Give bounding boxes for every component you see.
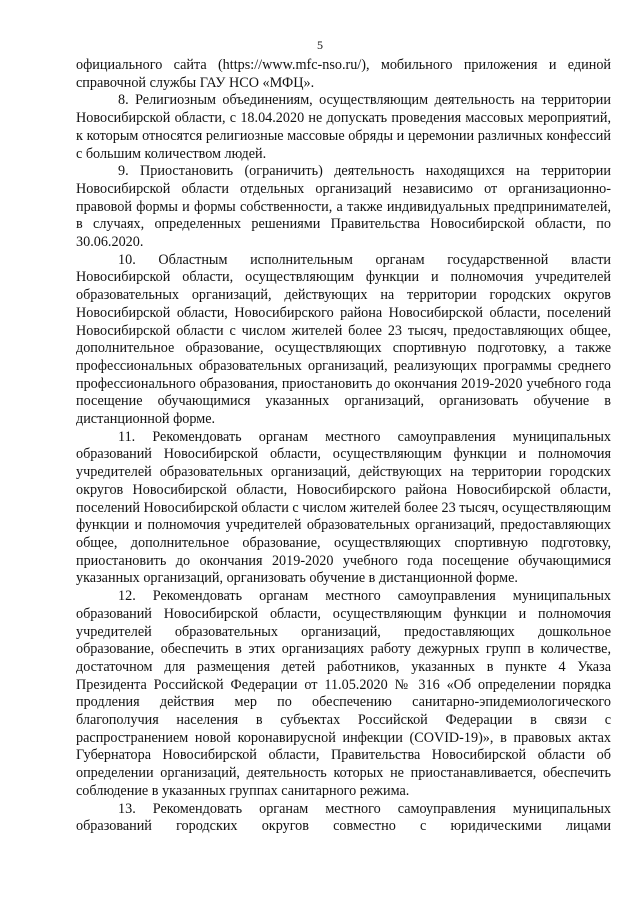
paragraph-11: 11. Рекомендовать органам местного самоуправления муниципальных образований Новосибирской области, осуществляющим функции и полномочия учредителей образовательных организаций, действующих на территории городских округов Новосибирской области, Новосибирского района Новосибирской области, поселений Новосибирской области с числом жителей более 23 тысяч, осуществляющим функции и полномочия учредителей образовательных организаций, предоставляющих общее, дополнительное образование, осуществляющих спортивную подготовку, приостановить до окончания 2019-2020 учебного года посещение обучающимися указанных организаций, организовать обучение в дистанционной форме. xyxy=(76,428,611,587)
paragraph-13: 13. Рекомендовать органам местного самоуправления муниципальных образований городских округов совместно с юридическими лицами xyxy=(76,800,611,835)
paragraph-9: 9. Приостановить (ограничить) деятельность находящихся на территории Новосибирской области отдельных организаций независимо от организационно-правовой формы и формы собственности, а также индивидуальных предпринимателей, в случаях, определенных решениями Правительства Новосибирской области, по 30.06.2020. xyxy=(76,163,611,251)
document-body xyxy=(76,57,611,836)
paragraph-8: 8. Религиозным объединениям, осуществляющим деятельность на территории Новосибирской области, с 18.04.2020 не допускать проведения массовых мероприятий, к которым относятся религиозные массовые обряды и церемонии различных конфессий с большим количеством людей. xyxy=(76,92,611,162)
page-number: 5 xyxy=(317,38,323,52)
paragraph-7-continuation: официального сайта (https://www.mfc-nso.ru/), мобильного приложения и единой справочной службы ГАУ НСО «МФЦ». xyxy=(76,57,611,91)
paragraph-12: 12. Рекомендовать органам местного самоуправления муниципальных образований Новосибирской области, осуществляющим функции и полномочия учредителей образовательных организаций, предоставляющих дошкольное образование, обеспечить в этих организациях работу дежурных групп в количестве, достаточном для размещения детей работников, указанных в пункте 4 Указа Президента Российской Федерации от 11.05.2020 № 316 «Об определении порядка продления действия мер по обеспечению санитарно-эпидемиологического благополучия населения в субъектах Российской Федерации в связи с распространением новой коронавирусной инфекции (COVID-19)», в правовых актах Губернатора Новосибирской области, Правительства Новосибирской области об определении организаций, деятельность которых не приостанавливается, обеспечить соблюдение в указанных группах санитарного режима. xyxy=(76,588,611,799)
paragraph-10: 10. Областным исполнительным органам государственной власти Новосибирской области, осуществляющим функции и полномочия учредителей образовательных организаций, действующих на территории городских округов Новосибирской области, Новосибирского района Новосибирской области, поселений Новосибирской области с числом жителей более 23 тысяч, предоставляющих общее, дополнительное образование, осуществляющих спортивную подготовку, а также профессиональных образовательных организаций, реализующих программы среднего профессионального образования, приостановить до окончания 2019-2020 учебного года посещение обучающимися указанных организаций, организовать обучение в дистанционной форме. xyxy=(76,251,611,428)
